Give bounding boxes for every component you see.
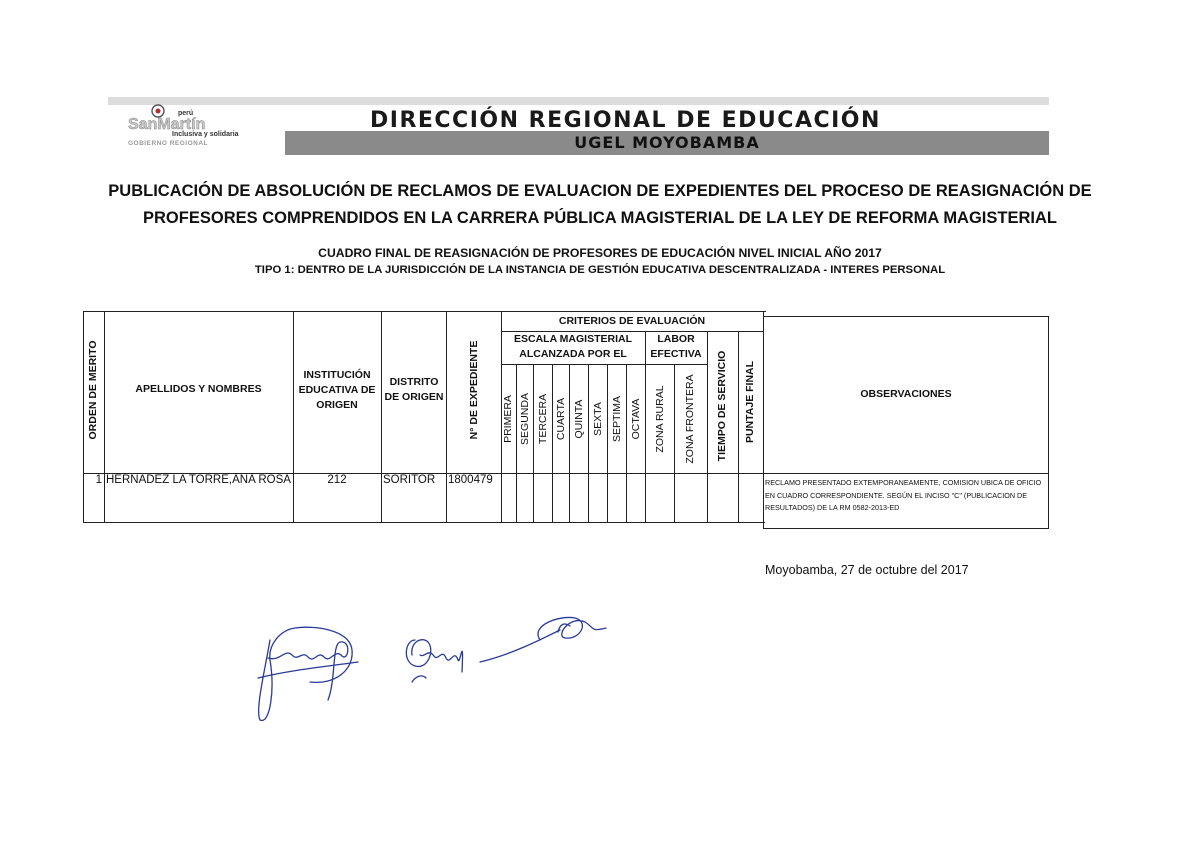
row-distrito: SORITOR xyxy=(383,474,436,486)
logo-brand: SanMartín xyxy=(128,116,206,133)
header-labor: LABOR EFECTIVA xyxy=(650,333,702,360)
header-escala-1: PRIMERA xyxy=(502,395,514,443)
document-title-line1: PUBLICACIÓN DE ABSOLUCIÓN DE RECLAMOS DE EVALUACION DE EXPEDIENTES DEL PROCESO DE REASIGNACIÓN DE xyxy=(108,182,1092,200)
header-tiempo-servicio: TIEMPO DE SERVICIO xyxy=(716,350,728,462)
header-escala-5: QUINTA xyxy=(573,399,585,439)
document-subtitle: CUADRO FINAL DE REASIGNACIÓN DE PROFESORES DE EDUCACIÓN NIVEL INICIAL AÑO 2017 xyxy=(318,246,882,260)
place-date: Moyobamba, 27 de octubre del 2017 xyxy=(765,563,969,577)
org-title: DIRECCIÓN REGIONAL DE EDUCACIÓN xyxy=(370,108,881,133)
header-observaciones: OBSERVACIONES xyxy=(860,388,952,400)
header-zona-rural: ZONA RURAL xyxy=(654,385,666,453)
org-subtitle: UGEL MOYOBAMBA xyxy=(574,133,760,152)
row-orden: 1 xyxy=(95,474,102,486)
header-criterios: CRITERIOS DE EVALUACIÓN xyxy=(558,315,706,327)
header-distrito: DISTRITO DE ORIGEN xyxy=(384,376,444,403)
signature-3 xyxy=(480,617,606,662)
header-zona-frontera: ZONA FRONTERA xyxy=(684,374,696,464)
signatures xyxy=(240,600,640,730)
logo-tagline: Inclusiva y solidaria xyxy=(172,131,239,138)
header-escala-7: SEPTIMA xyxy=(611,395,623,443)
header-orden-merito: ORDEN DE MERITO xyxy=(87,340,99,440)
document-title xyxy=(80,178,1120,232)
header-escala: ESCALA MAGISTERIAL ALCANZADA POR EL xyxy=(513,333,633,360)
header-escala-2: SEGUNDA xyxy=(519,393,531,445)
row-institucion: 212 xyxy=(327,474,347,486)
signature-1 xyxy=(258,627,358,720)
header-escala-6: SEXTA xyxy=(592,402,604,436)
logo-gov: GOBIERNO REGIONAL xyxy=(128,140,209,147)
san-martin-logo xyxy=(124,103,264,147)
logo-top: perú xyxy=(178,110,194,117)
row-expediente: 1800479 xyxy=(448,474,493,486)
row-nombre: HERNADEZ LA TORRE,ANA ROSA xyxy=(106,474,291,486)
header-escala-4: CUARTA xyxy=(555,397,567,441)
header-escala-3: TERCERA xyxy=(537,393,549,445)
header-puntaje-final: PUNTAJE FINAL xyxy=(744,360,756,444)
header-apellidos-nombres: APELLIDOS Y NOMBRES xyxy=(135,383,262,395)
row-observaciones: RECLAMO PRESENTADO EXTEMPORANEAMENTE, COMISION UBICA DE OFICIO EN CUADRO CORRESPONDIENTE. SEGÚN EL INCISO "C" (PUBLICACION DE RESULTADOS) DE LA RM 0582-2013-ED xyxy=(765,478,1042,512)
document-subtitle-2: TIPO 1: DENTRO DE LA JURISDICCIÓN DE LA INSTANCIA DE GESTIÓN EDUCATIVA DESCENTRALIZADA - INTERES PERSONAL xyxy=(254,264,946,276)
document-title-line2: PROFESORES COMPRENDIDOS EN LA CARRERA PÚBLICA MAGISTERIAL DE LA LEY DE REFORMA MAGISTERIAL xyxy=(143,209,1057,227)
header-expediente: N° DE EXPEDIENTE xyxy=(468,340,480,440)
header-escala-8: OCTAVA xyxy=(630,398,642,440)
header-institucion: INSTITUCIÓN EDUCATIVA DE ORIGEN xyxy=(298,369,376,411)
signature-2 xyxy=(406,640,462,682)
